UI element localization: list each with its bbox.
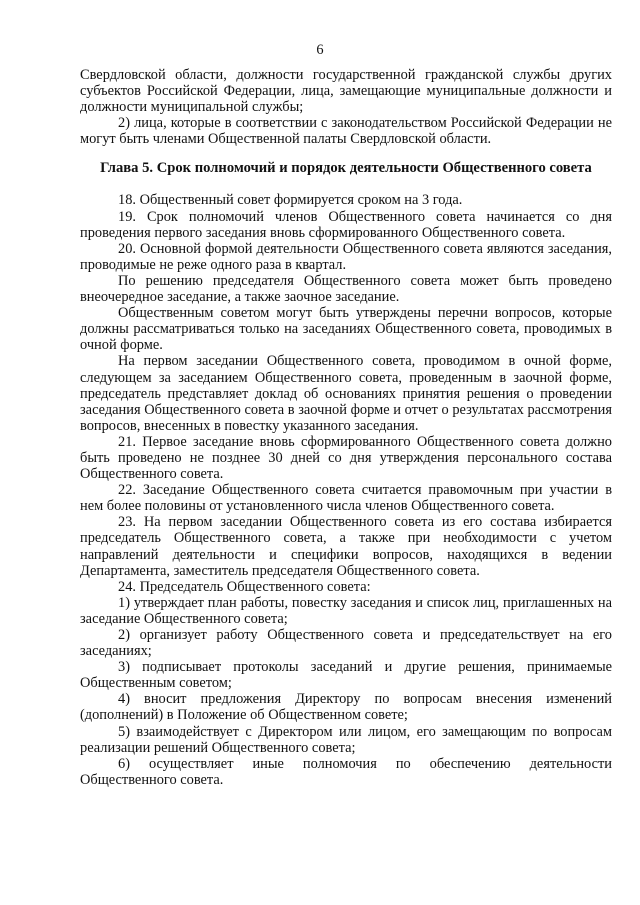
list-item: 4) вносит предложения Директору по вопросам внесения изменений (дополнений) в Положение об Общественном совете; [80, 691, 612, 724]
paragraph: 24. Председатель Общественного совета: [118, 578, 371, 595]
paragraph: 23. На первом заседании Общественного совета из его состава избирается председатель Общественного совета, а также при необходимости с учетом направлений деятельности и специфики вопросов, находящихся в ведении Департамента, заместитель председателя Общественного совета. [80, 514, 612, 579]
paragraph: По решению председателя Общественного совета может быть проведено внеочередное заседание, а также заочное заседание. [80, 272, 612, 306]
paragraph: 21. Первое заседание вновь сформированного Общественного совета должно быть проведено не позднее 30 дней со дня утверждения персонального состава Общественного совета. [80, 433, 612, 483]
paragraph: На первом заседании Общественного совета, проводимом в очной форме, следующем за заседанием Общественного совета, проведенным в заочной форме, председатель представляет доклад об основаниях принятия решения о проведении заседания Общественного совета в заочной форме и отчет о результатах рассмотрения вопросов, внесенных в повестку указанного заседания. [80, 353, 612, 434]
paragraph: 22. Заседание Общественного совета считается правомочным при участии в нем более половины от установленного числа членов Общественного совета. [80, 482, 612, 515]
paragraph: 18. Общественный совет формируется сроком на 3 года. [118, 192, 463, 209]
paragraph: 20. Основной формой деятельности Общественного совета являются заседания, проводимые не реже одного раза в квартал. [80, 240, 612, 273]
paragraph: 2) лица, которые в соответствии с законодательством Российской Федерации не могут быть членами Общественной палаты Свердловской области. [80, 115, 612, 148]
list-item: 1) утверждает план работы, повестку заседания и список лиц, приглашенных на заседание Общественного совета; [80, 594, 612, 627]
paragraph: Общественным советом могут быть утверждены перечни вопросов, которые должны рассматриваться только на заседаниях Общественного совета, проводимых в очной форме. [80, 305, 612, 354]
list-item: 3) подписывает протоколы заседаний и другие решения, принимаемые Общественным советом; [80, 659, 612, 692]
list-item: 2) организует работу Общественного совета и председательствует на его заседаниях; [80, 627, 612, 660]
paragraph-continuation: Свердловской области, должности государственной гражданской службы других субъектов Российской Федерации, лица, замещающие муниципальные должности и должности муниципальной службы; [80, 67, 612, 116]
list-item: 6) осуществляет иные полномочия по обеспечению деятельности Общественного совета. [80, 755, 612, 788]
list-item: 5) взаимодействует с Директором или лицом, его замещающим по вопросам реализации решений Общественного совета; [80, 723, 612, 756]
paragraph: 19. Срок полномочий членов Общественного совета начинается со дня проведения первого заседания вновь сформированного Общественного совета. [80, 208, 612, 241]
document-body [80, 67, 612, 788]
chapter-title: Глава 5. Срок полномочий и порядок деятельности Общественного совета [100, 160, 592, 177]
page-number: 6 [316, 42, 324, 58]
